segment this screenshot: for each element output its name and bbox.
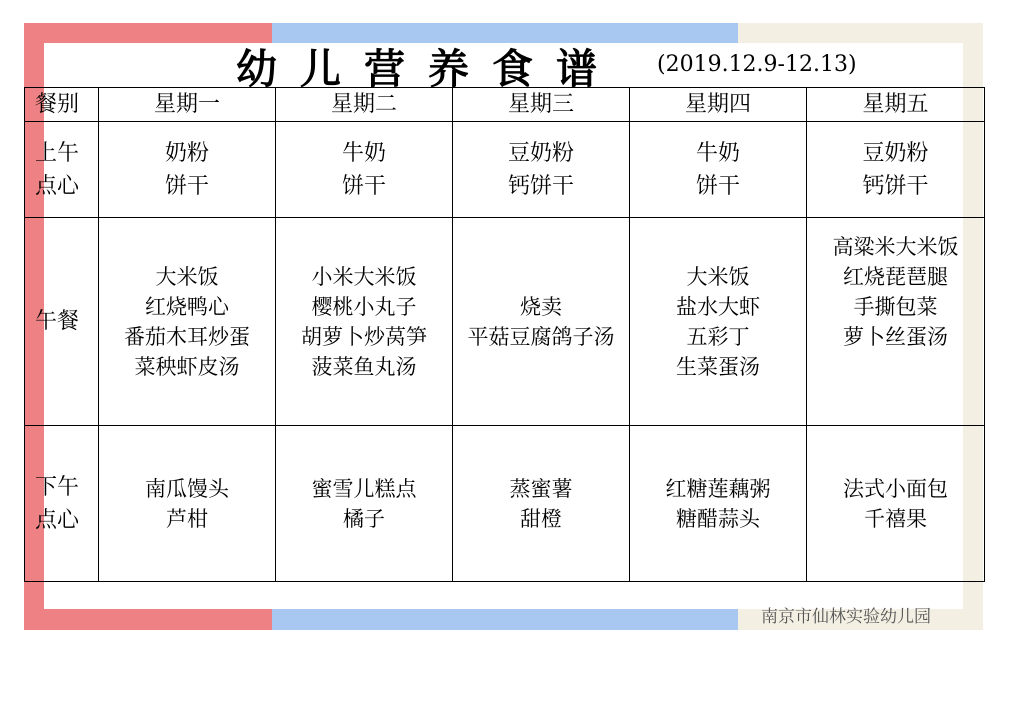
day-header-thu: 星期四 — [630, 88, 807, 122]
menu-cell: 法式小面包 千禧果 — [807, 426, 985, 582]
day-header-tue: 星期二 — [276, 88, 453, 122]
frame-top-beige — [738, 23, 983, 43]
lunch-row — [25, 218, 985, 426]
frame-top-red — [24, 23, 272, 43]
menu-table — [24, 87, 985, 582]
menu-cell: 小米大米饭 樱桃小丸子 胡萝卜炒莴笋 菠菜鱼丸汤 — [276, 218, 453, 426]
menu-cell: 红糖莲藕粥 糖醋蒜头 — [630, 426, 807, 582]
menu-cell: 牛奶 饼干 — [276, 122, 453, 218]
menu-cell: 蜜雪儿糕点 橘子 — [276, 426, 453, 582]
menu-cell: 大米饭 红烧鸭心 番茄木耳炒蛋 菜秧虾皮汤 — [99, 218, 276, 426]
menu-cell: 蒸蜜薯 甜橙 — [453, 426, 630, 582]
day-header-fri: 星期五 — [807, 88, 985, 122]
frame-bottom-blue — [272, 609, 738, 630]
morning-snack-label: 上午 点心 — [25, 122, 99, 218]
menu-cell: 牛奶 饼干 — [630, 122, 807, 218]
menu-cell: 大米饭 盐水大虾 五彩丁 生菜蛋汤 — [630, 218, 807, 426]
afternoon-snack-label: 下午 点心 — [25, 426, 99, 582]
page-title: 幼儿营养食谱 — [236, 45, 620, 93]
morning-snack-row — [25, 122, 985, 218]
lunch-label: 午餐 — [25, 218, 99, 426]
menu-cell: 豆奶粉 钙饼干 — [807, 122, 985, 218]
header-row — [25, 88, 985, 122]
menu-cell: 高粱米大米饭 红烧琵琶腿 手撕包菜 萝卜丝蛋汤 — [807, 218, 985, 426]
day-header-mon: 星期一 — [99, 88, 276, 122]
menu-cell: 豆奶粉 钙饼干 — [453, 122, 630, 218]
menu-cell: 烧卖 平菇豆腐鸽子汤 — [453, 218, 630, 426]
meal-header-cell: 餐别 — [25, 88, 99, 122]
afternoon-snack-row — [25, 426, 985, 582]
menu-cell: 南瓜馒头 芦柑 — [99, 426, 276, 582]
school-name: 南京市仙林实验幼儿园 — [761, 607, 931, 627]
day-header-wed: 星期三 — [453, 88, 630, 122]
menu-cell: 奶粉 饼干 — [99, 122, 276, 218]
date-range: (2019.12.9-12.13) — [657, 52, 857, 77]
frame-bottom-red — [24, 609, 272, 630]
